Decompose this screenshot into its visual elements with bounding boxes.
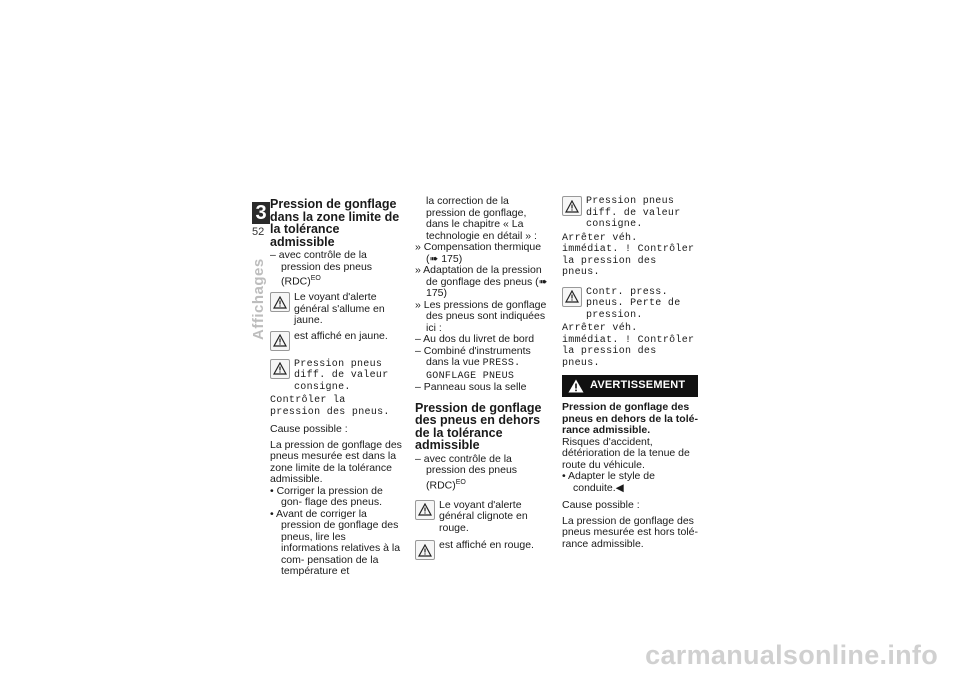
cause-label: Cause possible : (270, 423, 348, 435)
column-3 (562, 196, 698, 550)
display-message: Pression pneus diff. de valeur consigne. (586, 196, 681, 230)
message-row (562, 287, 698, 322)
warning-label: AVERTISSEMENT (590, 379, 686, 392)
warning-heading: Pression de gonflage des pneus en dehors de la tolé- rance admissible. (562, 401, 698, 436)
warning-triangle-icon (415, 500, 435, 520)
message-row (270, 359, 402, 394)
warning-triangle-icon (568, 379, 584, 393)
warning-light-text: Le voyant d'alerte général s'allume en jaune. (294, 291, 385, 326)
display-message: Contr. press. pneus. Perte de pression. (586, 286, 681, 321)
display-text: est affiché en jaune. (294, 329, 388, 342)
display-message-cont: Arrêter véh. immédiat. ! Contrôler la pression des pneus. (562, 323, 695, 369)
display-message: Pression pneus diff. de valeur consigne. (294, 358, 389, 393)
warning-triangle-icon (562, 287, 582, 307)
cause-label: Cause possible : (562, 499, 640, 511)
warning-triangle-icon (270, 292, 290, 312)
warning-bullet: • Adapter le style de conduite.◀ (562, 470, 655, 494)
message-row (562, 196, 698, 231)
chapter-number: 3 (252, 202, 270, 224)
option-sup: EO (310, 275, 321, 282)
display-message-cont: Arrêter véh. immédiat. ! Contrôler la pression des pneus. (562, 232, 695, 278)
display-text: est affiché en rouge. (439, 539, 534, 551)
warning-light-row (270, 292, 402, 327)
warning-triangle-icon (562, 196, 582, 216)
display-message-cont: Contrôler la pression des pneus. (270, 395, 390, 418)
display-row (415, 540, 550, 560)
warning-text: Risques d'accident, détérioration de la tenue de route du véhicule. (562, 435, 690, 471)
rdc-condition: – avec contrôle de la pression des pneus (RDC)$^{EO}$ (415, 452, 518, 491)
section-heading-outside: Pression de gonflage des pneus en dehors de la tolérance admissible (415, 400, 542, 452)
rdc-condition: – avec contrôle de la pression des pneus (RDC)$^{EO}$ (270, 249, 373, 288)
dashboard-view-name: PRESS. GONFLAGE PNEUS (426, 358, 521, 382)
ref-pressures: » Les pressions de gonflage des pneus sont indiquées ici : (415, 298, 547, 334)
location-dashboard: – Combiné d'instruments dans la vue PRESS. GONFLAGE PNEUS (415, 344, 531, 382)
option-sup: EO (455, 478, 466, 486)
page-number: 52 (252, 226, 265, 238)
chapter-side-title: Affichages (250, 258, 267, 340)
cause-text: La pression de gonflage des pneus mesurée est hors tolé- rance admissible. (562, 514, 698, 550)
warning-triangle-icon (415, 540, 435, 560)
warning-banner (562, 375, 698, 397)
column-1 (270, 198, 402, 578)
continued-text: la correction de la pression de gonflage, dans le chapitre « La technologie en détail » : (426, 195, 537, 242)
bullet-correct: • Corriger la pression de gon- flage des pneus. (270, 484, 383, 508)
cause-text: La pression de gonflage des pneus mesurée est dans la zone limite de la tolérance admissible. (270, 438, 402, 485)
location-manual: – Au dos du livret de bord (415, 333, 535, 345)
location-seat: – Panneau sous la selle (415, 381, 527, 393)
watermark: carmanualsonline.info (645, 640, 938, 670)
ref-adaptation: » Adaptation de la pression de gonflage des pneus (➠ 175) (415, 264, 548, 299)
warning-light-row (415, 500, 550, 535)
bullet-before: • Avant de corriger la pression de gonflage des pneus, lire les informations relatives à la com- pensation de la température et (270, 507, 401, 577)
column-2 (415, 196, 550, 562)
display-row (270, 331, 402, 351)
section-heading-limit: Pression de gonflage dans la zone limite de la tolérance admissible (270, 197, 400, 249)
warning-triangle-icon (270, 359, 290, 379)
warning-light-text: Le voyant d'alerte général clignote en rouge. (439, 498, 528, 534)
warning-triangle-icon (270, 331, 290, 351)
ref-thermal: » Compensation thermique (➠ 175) (415, 241, 542, 265)
